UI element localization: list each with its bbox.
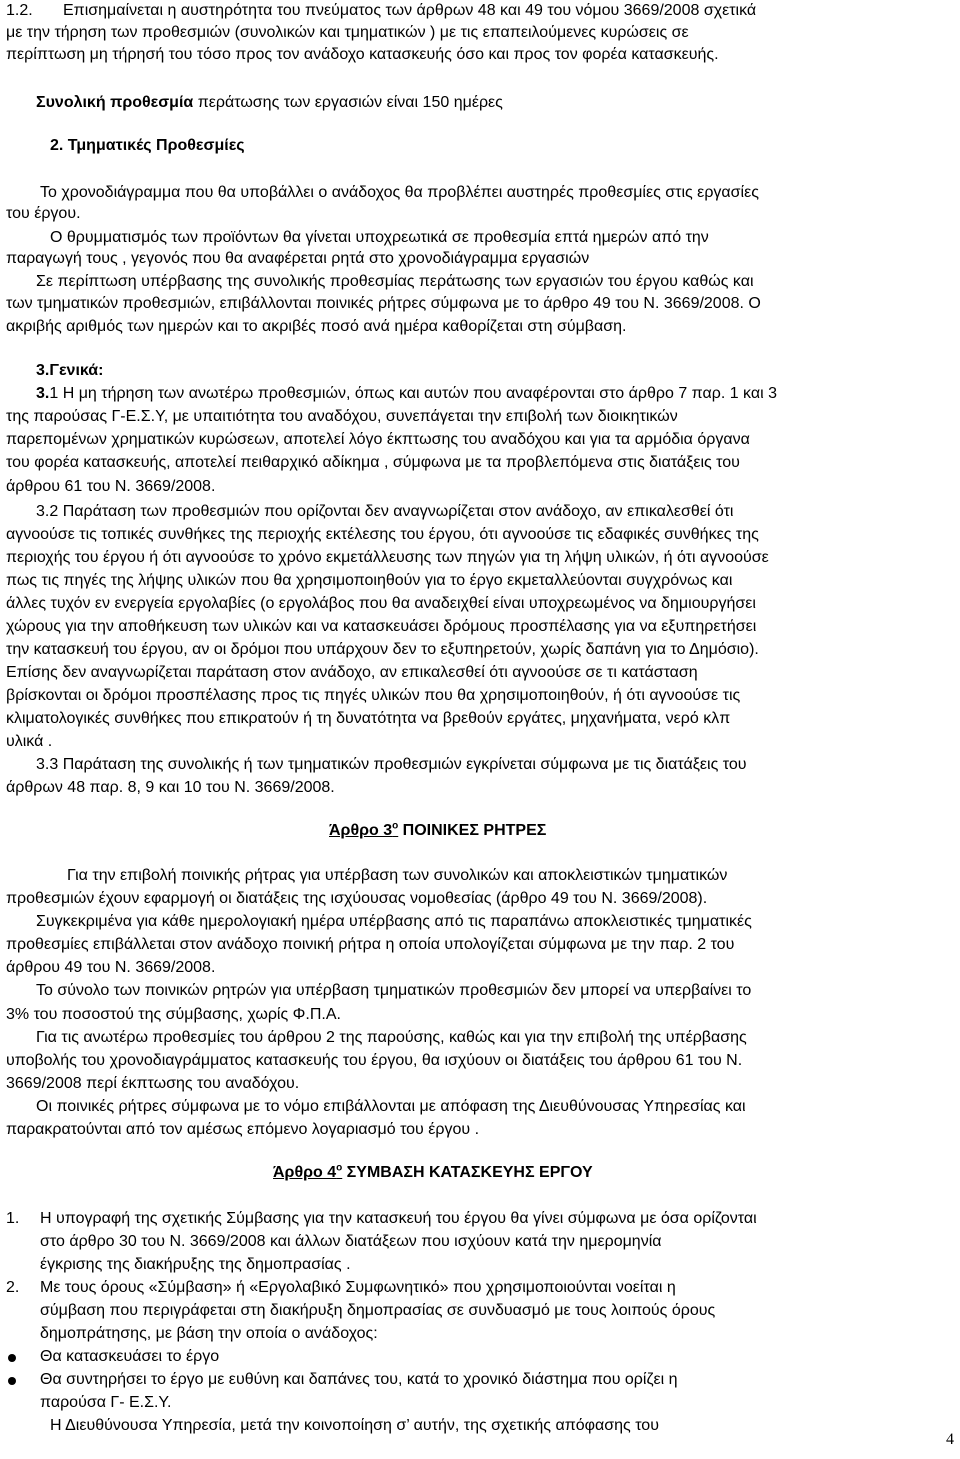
paragraph-line: Η υπογραφή της σχετικής Σύμβασης για την κατασκευή του έργου θα γίνει σύμφωνα με όσα ορίζονται xyxy=(40,1210,757,1227)
paragraph-line: Το χρονοδιάγραμμα που θα υποβάλλει ο ανάδοχος θα προβλέπει αυστηρές προθεσμίες στις εργασίες xyxy=(40,184,759,201)
list-item-number: 2. xyxy=(6,1279,20,1296)
paragraph-line: βρίσκονται οι δρόμοι προσπέλασης προς τις πηγές υλικών που θα χρησιμοποιηθούν, ή ότι αγνοούσε τις xyxy=(6,687,741,704)
article-heading-title: ΣΥΜΒΑΣΗ ΚΑΤΑΣΚΕΥΗΣ ΕΡΓΟΥ xyxy=(342,1164,593,1181)
paragraph-line: της παρούσας Γ-Ε.Σ.Υ, με υπαιτιότητα του αναδόχου, συνεπάγεται την επιβολή των διοικητικών xyxy=(6,408,678,425)
paragraph-line: 3.2 Παράταση των προθεσμιών που ορίζονται δεν αναγνωρίζεται στον ανάδοχο, αν επικαλεσθεί ότι xyxy=(36,503,734,520)
paragraph-line: άρθρου 49 του Ν. 3669/2008. xyxy=(6,959,216,976)
page-number: 4 xyxy=(946,1431,954,1448)
paragraph-line: με την τήρηση των προθεσμιών (συνολικών και τμηματικών ) με τις επαπειλούμενες κυρώσεις σε xyxy=(6,24,689,41)
section-heading: 3.Γενικά: xyxy=(36,362,104,379)
paragraph-line: αγνοούσε τις τοπικές συνθήκες της περιοχής εκτέλεσης του έργου, ότι αγνοούσε τις εδαφικές συνθήκες της xyxy=(6,526,759,543)
paragraph-line: Η Διευθύνουσα Υπηρεσία, μετά την κοινοποίηση σ’ αυτήν, της σχετικής απόφασης του xyxy=(50,1417,659,1434)
paragraph-line: παρακρατούνται από τον αμέσως επόμενο λογαριασμό του έργου . xyxy=(6,1121,480,1138)
section-number: 1.2. xyxy=(6,2,33,19)
paragraph-line: παρεπομένων χρηματικών κυρώσεων, αποτελεί λόγο έκπτωσης του αναδόχου και για τα αρμόδια όργανα xyxy=(6,431,750,448)
total-deadline-text: περάτωσης των εργασιών είναι 150 ημέρες xyxy=(193,94,503,111)
paragraph-line: 3669/2008 περί έκπτωσης του αναδόχου. xyxy=(6,1075,300,1092)
paragraph-line: 3% του ποσοστού της σύμβασης, χωρίς Φ.Π.Α. xyxy=(6,1006,341,1023)
paragraph-line: πως τις πηγές της λήψης υλικών που θα χρησιμοποιηθούν για το έργο εκμεταλλεύονται συγχρόνως και xyxy=(6,572,733,589)
paragraph-line: προθεσμίες επιβάλλεται στον ανάδοχο ποινική ρήτρα η οποία υπολογίζεται σύμφωνα με την παρ. 2 του xyxy=(6,936,735,953)
paragraph-line: 3.3 Παράταση της συνολικής ή των τμηματικών προθεσμιών εγκρίνεται σύμφωνα με τις διατάξεις του xyxy=(36,756,747,773)
paragraph-line: υποβολής του χρονοδιαγράμματος κατασκευής του έργου, θα ισχύουν οι διατάξεις του άρθρου 61 του Ν. xyxy=(6,1052,743,1069)
paragraph-line: Το σύνολο των ποινικών ρητρών για υπέρβαση τμηματικών προθεσμιών δεν μπορεί να υπερβαίνει το xyxy=(36,982,752,999)
paragraph-line: του φορέα κατασκευής, αποτελεί πειθαρχικό αδίκημα , σύμφωνα με τα προβλεπόμενα στις διατάξεις του xyxy=(6,454,740,471)
paragraph-line: υλικά . xyxy=(6,733,53,750)
paragraph-line: του έργου. xyxy=(6,205,81,222)
paragraph-line: άρθρου 61 του Ν. 3669/2008. xyxy=(6,478,216,495)
subsection-number: 3. xyxy=(36,385,50,402)
paragraph-line: στο άρθρο 30 του Ν. 3669/2008 και άλλων διατάξεων που ισχύουν κατά την ημερομηνία xyxy=(40,1233,662,1250)
bullet-icon xyxy=(8,1377,16,1385)
paragraph-line: περίπτωση μη τήρησή του τόσο προς τον ανάδοχο κατασκευής όσο και προς τον φορέα κατασκευής. xyxy=(6,46,719,63)
paragraph-line: έγκρισης της διακήρυξης της δημοπρασίας . xyxy=(40,1256,351,1273)
article-heading-label: Άρθρο 3 xyxy=(329,822,393,839)
paragraph-line: προθεσμιών έχουν εφαρμογή οι διατάξεις της ισχύουσας νομοθεσίας (άρθρο 49 του Ν. 3669/2008). xyxy=(6,890,708,907)
paragraph-line: κλιματολογικές συνθήκες που επικρατούν ή τη δυνατότητα να βρεθούν εργάτες, μηχανήματα, νερό κλπ xyxy=(6,710,731,727)
paragraph-line: ακριβής αριθμός των ημερών και το ακριβές ποσό ανά ημέρα καθορίζεται στη σύμβαση. xyxy=(6,318,627,335)
paragraph-line: Για τις ανωτέρω προθεσμίες του άρθρου 2 της παρούσης, καθώς και για την επιβολή της υπέρβασης xyxy=(36,1029,747,1046)
paragraph-line: περιοχής του έργου ή ότι αγνοούσε το χρόνο εκμετάλλευσης των πηγών για τη λήψη υλικών, ή ότι αγνοούσε xyxy=(6,549,769,566)
article-heading xyxy=(329,822,546,840)
paragraph-line: Για την επιβολή ποινικής ρήτρας για υπέρβαση των συνολικών και αποκλειστικών τμηματικών xyxy=(67,867,728,884)
article-heading-number xyxy=(329,822,398,839)
paragraph-line: δημοπράτησης, με βάση την οποία ο ανάδοχος: xyxy=(40,1325,378,1342)
article-heading-title: ΠΟΙΝΙΚΕΣ ΡΗΤΡΕΣ xyxy=(398,822,547,839)
paragraph-line: Ο θρυμματισμός των προϊόντων θα γίνεται υποχρεωτικά σε προθεσμία επτά ημερών από την xyxy=(50,229,709,246)
paragraph-line: Σε περίπτωση υπέρβασης της συνολικής προθεσμίας περάτωσης των εργασιών του έργου καθώς και xyxy=(36,273,754,290)
paragraph-line: των τμηματικών προθεσμιών, επιβάλλονται ποινικές ρήτρες σύμφωνα με το άρθρο 49 του Ν. 3669/2008. Ο xyxy=(6,295,761,312)
ordinal-superscript: ο xyxy=(336,1162,343,1174)
bullet-item: παρούσα Γ- Ε.Σ.Υ. xyxy=(40,1394,172,1411)
bullet-item: Θα συντηρήσει το έργο με ευθύνη και δαπάνες του, κατά το χρονικό διάστημα που ορίζει η xyxy=(40,1371,678,1388)
paragraph-line: Επίσης δεν αναγνωρίζεται παράταση στον ανάδοχο, αν επικαλεσθεί ότι αγνοούσε σε τι κατάσταση xyxy=(6,664,698,681)
section-heading: 2. Τμηματικές Προθεσμίες xyxy=(50,137,245,154)
article-heading-number xyxy=(273,1164,342,1181)
paragraph-line: την κατασκευή του έργου, αν οι δρόμοι που υπάρχουν δεν το εξυπηρετούν, χωρίς δαπάνη για το Δημόσιο). xyxy=(6,641,759,658)
ordinal-superscript: ο xyxy=(392,820,399,832)
total-deadline-line xyxy=(36,94,503,112)
paragraph-text: 1 Η μη τήρηση των ανωτέρω προθεσμιών, όπως και αυτών που αναφέρονται στο άρθρο 7 παρ. 1 και 3 xyxy=(49,385,778,402)
paragraph-line: Οι ποινικές ρήτρες σύμφωνα με το νόμο επιβάλλονται με απόφαση της Διευθύνουσας Υπηρεσίας και xyxy=(36,1098,746,1115)
bullet-icon xyxy=(8,1354,16,1362)
list-item-number: 1. xyxy=(6,1210,20,1227)
article-heading xyxy=(273,1164,593,1182)
paragraph-line: Επισημαίνεται η αυστηρότητα του πνεύματος των άρθρων 48 και 49 του νόμου 3669/2008 σχετικά xyxy=(63,2,757,19)
paragraph-line: Με τους όρους «Σύμβαση» ή «Εργολαβικό Συμφωνητικό» που χρησιμοποιούνται νοείται η xyxy=(40,1279,676,1296)
paragraph-line: άρθρων 48 παρ. 8, 9 και 10 του Ν. 3669/2008. xyxy=(6,779,335,796)
paragraph-line: παραγωγή τους , γεγονός που θα αναφέρεται ρητά στο χρονοδιάγραμμα εργασιών xyxy=(6,250,590,267)
paragraph-line: άλλες τυχόν εν ενεργεία εργολαβίες (ο εργολάβος που θα αναδειχθεί είναι υποχρεωμένος να δημιουργήσει xyxy=(6,595,756,612)
paragraph-line xyxy=(36,385,777,403)
paragraph-line: Συγκεκριμένα για κάθε ημερολογιακή ημέρα υπέρβασης από τις παραπάνω αποκλειστικές τμηματικές xyxy=(36,913,752,930)
paragraph-line: χώρους για την αποθήκευση των υλικών και να κατασκευάσει δρόμους προσπέλασης για να εξυπηρετήσει xyxy=(6,618,757,635)
bullet-item: Θα κατασκευάσει το έργο xyxy=(40,1348,220,1365)
total-deadline-label: Συνολική προθεσμία xyxy=(36,94,194,111)
article-heading-label: Άρθρο 4 xyxy=(273,1164,337,1181)
paragraph-line: σύμβαση που περιγράφεται στη διακήρυξη δημοπρασίας σε συνδυασμό με τους λοιπούς όρους xyxy=(40,1302,716,1319)
